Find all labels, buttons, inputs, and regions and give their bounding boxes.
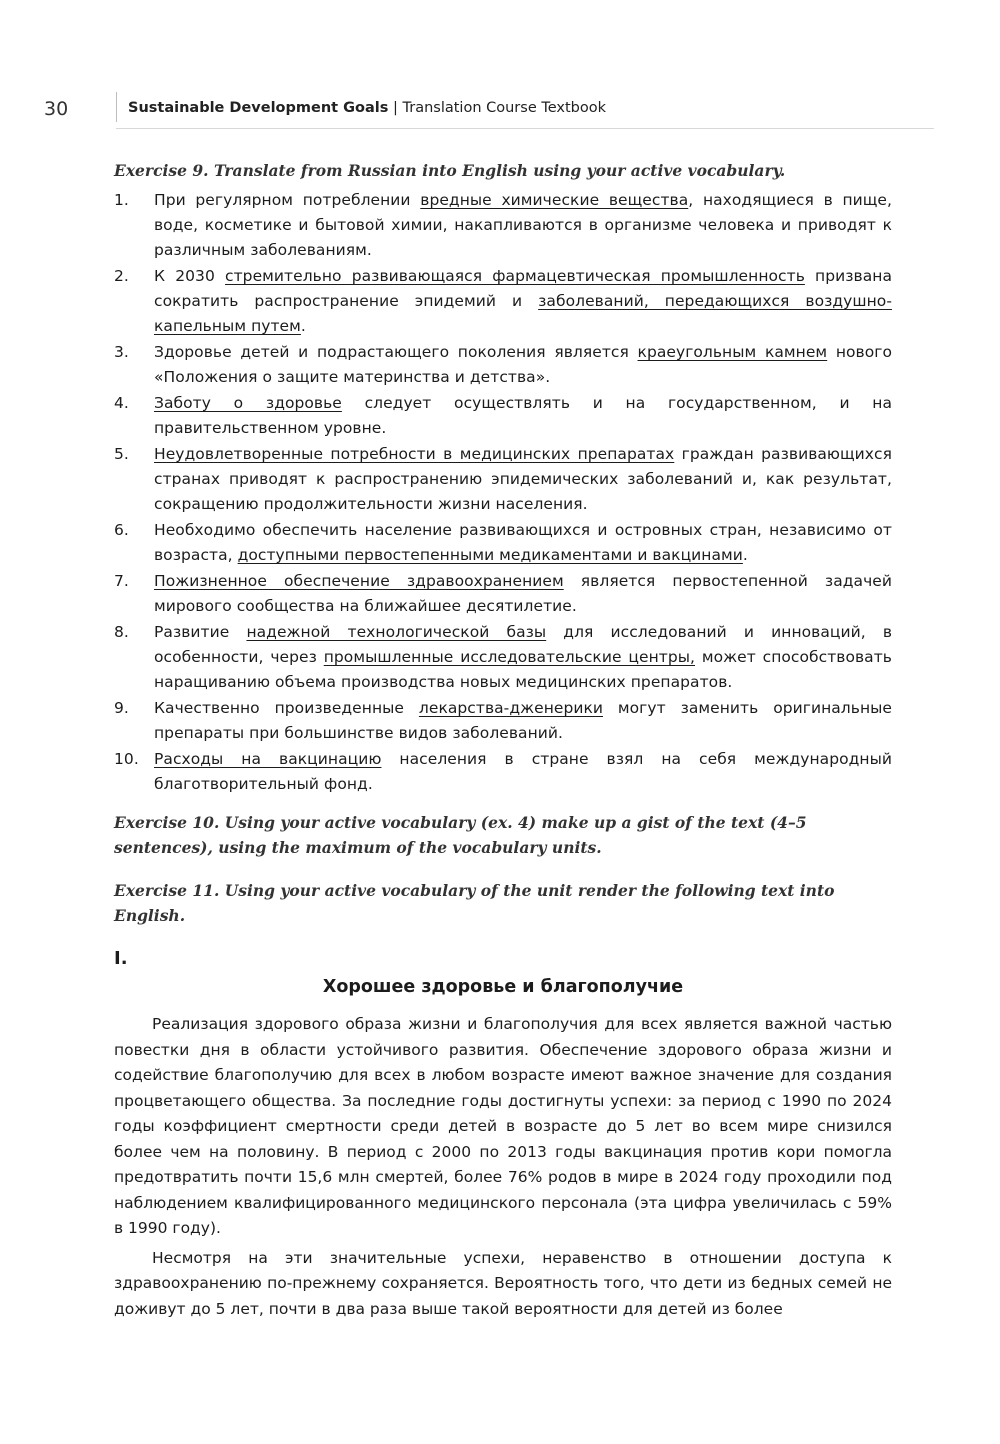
exercise-item xyxy=(114,696,892,746)
item-text: При регулярном потреблении xyxy=(154,191,421,209)
page-number: 30 xyxy=(44,98,69,120)
item-number: 1. xyxy=(114,191,129,209)
exercise-10-heading: Exercise 10. Using your active vocabulary (ex. 4) make up a gist of the text (4–5 sentences), using the maximum of the vocabulary units. xyxy=(114,813,807,857)
item-text: следует осуществлять и на государственном, и на правительственном уровне. xyxy=(154,394,892,437)
text-title: Хорошее здоровье и благополучие xyxy=(322,977,684,997)
header-rule-line xyxy=(116,128,934,129)
item-number: 4. xyxy=(114,394,129,412)
underlined-term: доступными первостепенными медикаментами и вакцинами xyxy=(237,546,743,564)
underlined-term: краеугольным камнем xyxy=(637,343,828,361)
underlined-term: промышленные исследовательские центры, xyxy=(323,648,695,666)
book-title: Sustainable Development Goals xyxy=(128,100,389,116)
title-separator: | xyxy=(388,100,403,116)
item-text: призвана сократить распространение эпидемий и xyxy=(154,267,893,310)
underlined-term: Пожизненное обеспечение здравоохранением xyxy=(154,572,564,590)
underlined-term: Расходы на вакцинацию xyxy=(154,750,382,768)
exercise-item xyxy=(114,747,892,797)
item-number: 10. xyxy=(114,750,139,768)
item-text: Необходимо обеспечить население развивающихся и островных стран, независимо от возраста, xyxy=(154,521,892,564)
page-content xyxy=(114,158,892,1326)
text-paragraph-1: Реализация здорового образа жизни и благополучия для всех является важной частью повестки дня в области устойчивого развития. Обеспечение здорового образа жизни и содействие благополучию для всех в любом возрасте имеют важное значение для создания процветающего общества. За последние годы достигнуты успехи: за период с 1990 по 2024 годы коэффициент смертности среди детей в возрасте до 5 лет во всем мире снизился более чем на половину. В период с 2000 по 2013 годы вакцинация против кори помогла предотвратить почти 15,6 млн смертей, более 76% родов в мире в 2024 году проходили под наблюдением квалифицированного медицинского персонала (эта цифра увеличилась с 59% в 1990 году). xyxy=(114,1015,892,1237)
item-number: 8. xyxy=(114,623,129,641)
item-text: . xyxy=(742,546,748,564)
item-number: 7. xyxy=(114,572,129,590)
item-text: населения в стране взял на себя международный благотворительный фонд. xyxy=(154,750,893,793)
running-title xyxy=(128,100,606,116)
item-text: нового «Положения о защите материнства и детства». xyxy=(154,343,893,386)
exercise-item xyxy=(114,188,892,263)
item-text: граждан развивающихся странах приводят к распространению эпидемических заболеваний и, как результат, сокращению продолжительности жизни населения. xyxy=(154,445,892,513)
item-number: 2. xyxy=(114,267,129,285)
exercise-item xyxy=(114,391,892,441)
item-text: , находящиеся в пище, воде, косметике и бытовой химии, накапливаются в организме человека и приводят к различным заболеваниям. xyxy=(154,191,892,259)
underlined-term: стремительно развивающаяся фармацевтическая промышленность xyxy=(225,267,805,285)
item-text: . xyxy=(300,317,306,335)
underlined-term: Заботу о здоровье xyxy=(154,394,342,412)
section-marker: I. xyxy=(114,948,128,969)
exercise-item xyxy=(114,518,892,568)
exercise-11-heading: Exercise 11. Using your active vocabulary of the unit render the following text into English. xyxy=(114,881,835,925)
exercise-9-heading: Exercise 9. Translate from Russian into English using your active vocabulary. xyxy=(114,161,786,180)
underlined-term: заболеваний, передающихся воздушно-капельным путем xyxy=(154,292,892,335)
item-text: для исследований и инноваций, в особенности, через xyxy=(154,623,893,666)
underlined-term: вредные химические вещества xyxy=(420,191,689,209)
item-number: 6. xyxy=(114,521,129,539)
item-text: может способствовать наращиванию объема производства новых медицинских препаратов. xyxy=(154,648,892,691)
item-number: 9. xyxy=(114,699,129,717)
item-text: Развитие xyxy=(154,623,247,641)
item-text: является первостепенной задачей мирового сообщества на ближайшее десятилетие. xyxy=(154,572,892,615)
item-text: могут заменить оригинальные препараты при большинстве видов заболеваний. xyxy=(154,699,893,742)
book-subtitle: Translation Course Textbook xyxy=(402,100,607,116)
item-number: 3. xyxy=(114,343,129,361)
item-text: Качественно произведенные xyxy=(154,699,419,717)
underlined-term: надежной технологической базы xyxy=(246,623,547,641)
exercise-item xyxy=(114,340,892,390)
exercise-item xyxy=(114,442,892,517)
text-paragraph-2: Несмотря на эти значительные успехи, неравенство в отношении доступа к здравоохранению по-прежнему сохраняется. Вероятность того, что дети из бедных семей не доживут до 5 лет, почти в два раза выше такой вероятности для детей из более xyxy=(114,1248,892,1318)
underlined-term: лекарства-дженерики xyxy=(418,699,604,717)
header-divider xyxy=(116,92,117,122)
exercise-item xyxy=(114,620,892,695)
underlined-term: Неудовлетворенные потребности в медицинских препаратах xyxy=(154,445,675,463)
exercise-9-list xyxy=(114,188,892,797)
item-text: Здоровье детей и подрастающего поколения является xyxy=(154,343,638,361)
item-number: 5. xyxy=(114,445,129,463)
item-text: К 2030 xyxy=(154,267,226,285)
exercise-item xyxy=(114,264,892,339)
exercise-item xyxy=(114,569,892,619)
page-header xyxy=(44,92,894,128)
